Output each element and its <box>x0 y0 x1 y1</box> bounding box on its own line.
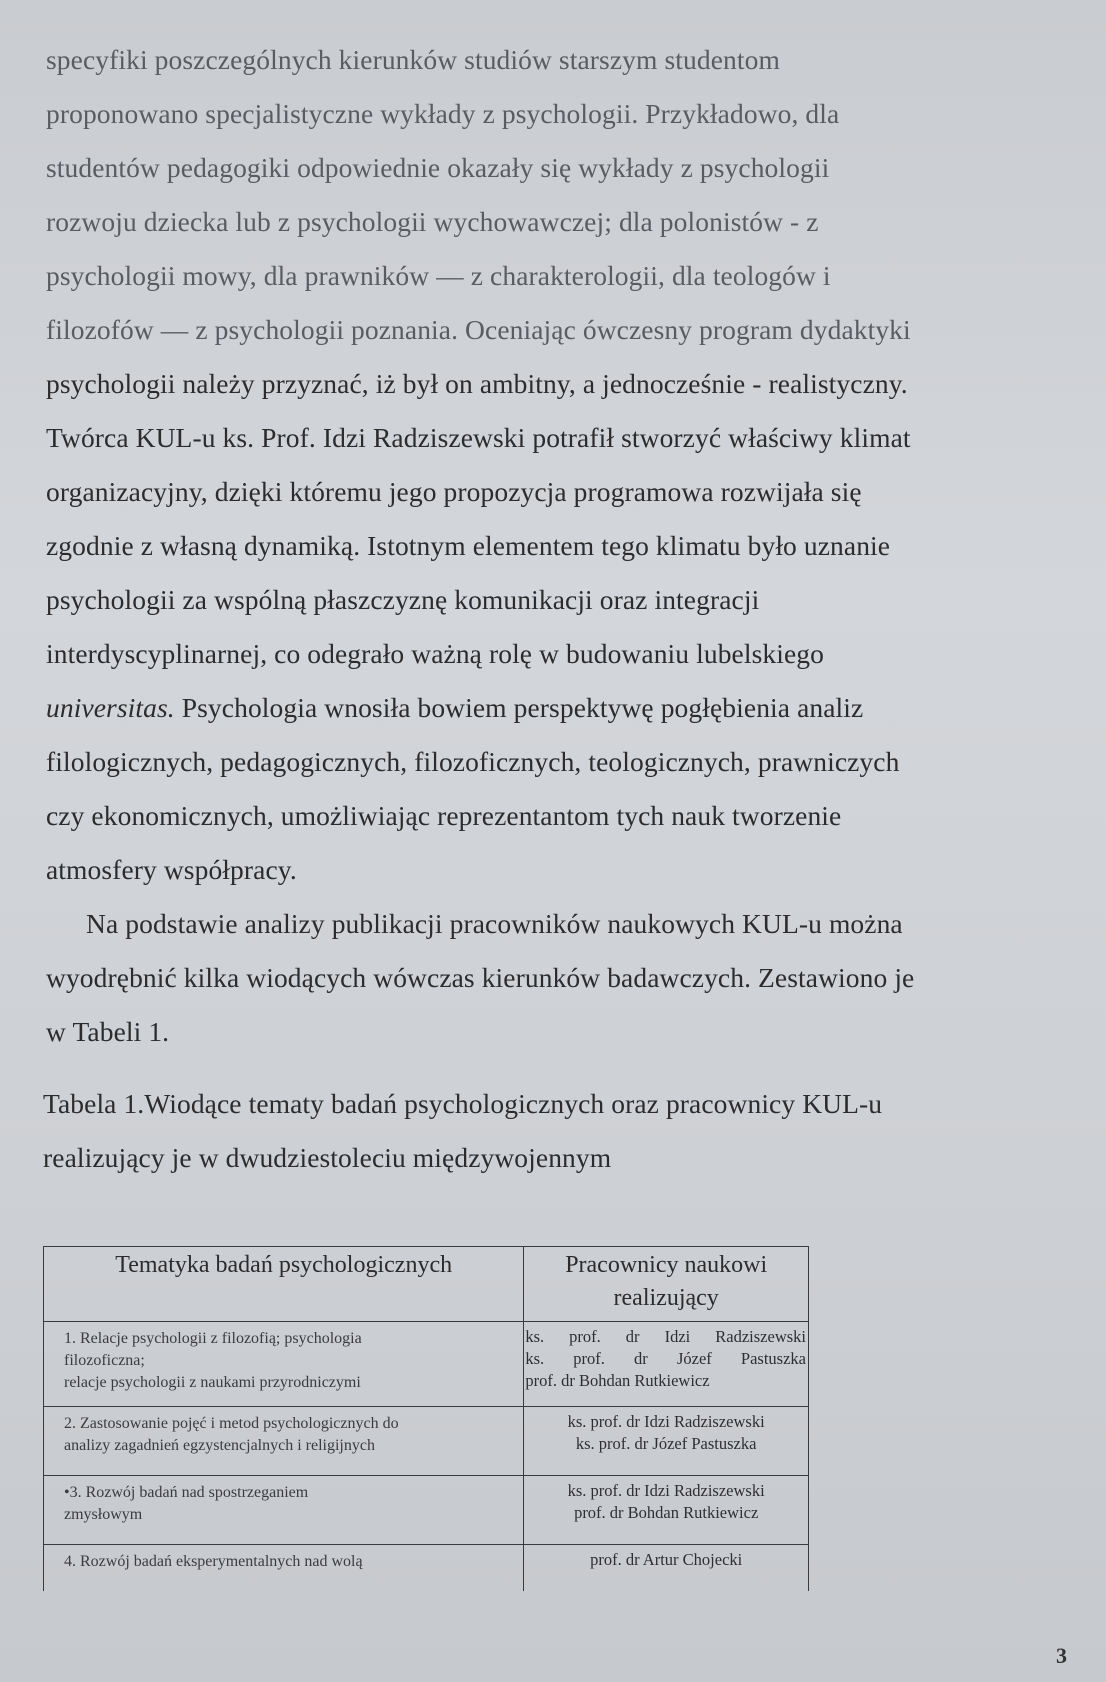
text-line: atmosfery współpracy. <box>46 854 297 885</box>
text-line: Twórca KUL-u ks. Prof. Idzi Radziszewski potrafił stworzyć właściwy klimat <box>46 422 911 453</box>
header-people <box>524 1247 809 1322</box>
person: ks. prof. dr Józef Pastuszka <box>525 1349 806 1368</box>
table-row <box>44 1407 809 1476</box>
text-line: organizacyjny, dzięki któremu jego propozycja programowa rozwijała się <box>46 476 862 507</box>
people-cell <box>524 1322 809 1407</box>
people-cell <box>524 1545 809 1592</box>
topic-line: •3. Rozwój badań nad spostrzeganiem <box>64 1484 309 1501</box>
text-line: filozofów — z psychologii poznania. Oceniając ówczesny program dydaktyki <box>46 314 911 345</box>
text-line: psychologii za wspólną płaszczyznę komunikacji oraz integracji <box>46 584 760 615</box>
text-line: wyodrębnić kilka wiodących wówczas kierunków badawczych. Zestawiono je <box>46 962 915 993</box>
text-line: psychologii mowy, dla prawników — z charakterologii, dla teologów i <box>46 260 831 291</box>
text-line: filologicznych, pedagogicznych, filozoficznych, teologicznych, prawniczych <box>46 746 900 777</box>
topic-cell <box>44 1407 524 1476</box>
topic-cell <box>44 1476 524 1545</box>
topic-line: zmysłowym <box>64 1506 143 1523</box>
header-people-line: realizujący <box>613 1285 719 1311</box>
italic-term: universitas. <box>46 692 175 723</box>
text-line: zgodnie z własną dynamiką. Istotnym elementem tego klimatu było uznanie <box>46 530 891 561</box>
text-line: interdyscyplinarnej, co odegrało ważną rolę w budowaniu lubelskiego <box>46 638 824 669</box>
topic-line: relacje psychologii z naukami przyrodniczymi <box>64 1374 361 1391</box>
text-span: Psychologia wnosiła bowiem perspektywę pogłębienia analiz <box>174 692 864 723</box>
page-number: 3 <box>1056 1643 1067 1668</box>
table-caption: realizujący je w dwudziestoleciu międzywojennym <box>43 1142 612 1173</box>
people-cell <box>524 1407 809 1476</box>
person: ks. prof. dr Idzi Radziszewski <box>525 1327 806 1346</box>
topic-cell <box>44 1545 524 1592</box>
text-line: psychologii należy przyznać, iż był on ambitny, a jednocześnie - realistyczny. <box>46 368 908 399</box>
text-line: w Tabeli 1. <box>46 1016 170 1047</box>
people-cell <box>524 1476 809 1545</box>
topic-cell <box>44 1322 524 1407</box>
text-line: Na podstawie analizy publikacji pracowników naukowych KUL-u można <box>86 908 903 939</box>
text-line: specyfiki poszczególnych kierunków studiów starszym studentom <box>46 44 780 75</box>
header-topic: Tematyka badań psychologicznych <box>44 1247 524 1322</box>
person: ks. prof. dr Idzi Radziszewski <box>567 1481 765 1500</box>
person: ks. prof. dr Idzi Radziszewski <box>567 1412 765 1431</box>
text-line: proponowano specjalistyczne wykłady z psychologii. Przykładowo, dla <box>46 98 840 129</box>
text-line: czy ekonomicznych, umożliwiając reprezentantom tych nauk tworzenie <box>46 800 842 831</box>
table-row <box>44 1476 809 1545</box>
table-header-row <box>44 1247 809 1322</box>
topic-line: 2. Zastosowanie pojęć i metod psychologicznych do <box>64 1415 399 1432</box>
person: prof. dr Bohdan Rutkiewicz <box>574 1503 759 1522</box>
person: prof. dr Artur Chojecki <box>590 1550 743 1569</box>
header-people-line: Pracownicy naukowi <box>565 1252 768 1278</box>
table-row <box>44 1545 809 1592</box>
topic-line: analizy zagadnień egzystencjalnych i religijnych <box>64 1437 375 1454</box>
person: prof. dr Bohdan Rutkiewicz <box>525 1371 710 1390</box>
topic-line: filozoficzna; <box>64 1352 145 1369</box>
topic-line: 1. Relacje psychologii z filozofią; psychologia <box>64 1330 362 1347</box>
table-row <box>44 1322 809 1407</box>
text-line <box>46 691 863 725</box>
topic-line: 4. Rozwój badań eksperymentalnych nad wolą <box>64 1553 363 1570</box>
text-line: rozwoju dziecka lub z psychologii wychowawczej; dla polonistów - z <box>46 206 819 237</box>
text-line: studentów pedagogiki odpowiednie okazały się wykłady z psychologii <box>46 152 830 183</box>
person: ks. prof. dr Józef Pastuszka <box>575 1434 757 1453</box>
table-caption: Tabela 1.Wiodące tematy badań psychologicznych oraz pracownicy KUL-u <box>43 1088 883 1119</box>
research-table <box>43 1246 809 1591</box>
